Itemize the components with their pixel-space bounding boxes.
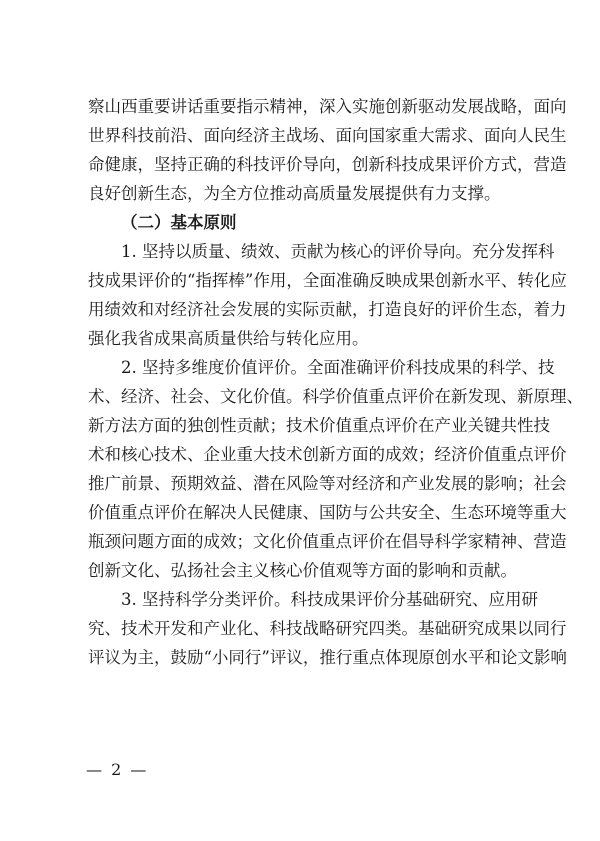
text-line: 价值重点评价在解决人民健康、国防与公共安全、生态环境等重大 — [88, 503, 567, 522]
body-text — [88, 92, 583, 672]
text-line: 察山西重要讲话重要指示精神，深入实施创新驱动发展战略，面向 — [88, 97, 567, 116]
text-line: 3. 坚持科学分类评价。科技成果评价分基础研究、应用研 — [121, 590, 538, 609]
text-line: 推广前景、预期效益、潜在风险等对经济和产业发展的影响；社会 — [88, 474, 567, 493]
page-number: — 2 — — [86, 760, 149, 779]
text-line: 世界科技前沿、面向经济主战场、面向国家重大需求、面向人民生 — [88, 126, 567, 145]
text-line: 1. 坚持以质量、绩效、贡献为核心的评价导向。充分发挥科 — [121, 242, 555, 261]
text-line: 创新文化、弘扬社会主义核心价值观等方面的影响和贡献。 — [88, 561, 517, 580]
text-line: 新方法方面的独创性贡献；技术价值重点评价在产业关键共性技 — [88, 416, 550, 435]
section-heading: （二）基本原则 — [121, 213, 237, 232]
text-line: 用绩效和对经济社会发展的实际贡献，打造良好的评价生态，着力 — [88, 300, 567, 319]
text-line: 术和核心技术、企业重大技术创新方面的成效；经济价值重点评价 — [88, 445, 567, 464]
text-line: 技成果评价的“指挥棒”作用，全面准确反映成果创新水平、转化应 — [88, 271, 567, 290]
text-line: 究、技术开发和产业化、科技战略研究四类。基础研究成果以同行 — [88, 619, 567, 638]
text-line: 术、经济、社会、文化价值。科学价值重点评价在新发现、新原理、 — [88, 387, 583, 406]
text-line: 强化我省成果高质量供给与转化应用。 — [88, 329, 369, 348]
text-line: 命健康，坚持正确的科技评价导向，创新科技成果评价方式，营造 — [88, 155, 567, 174]
text-line: 2. 坚持多维度价值评价。全面准确评价科技成果的科学、技 — [121, 358, 555, 377]
text-line: 瓶颈问题方面的成效；文化价值重点评价在倡导科学家精神、营造 — [88, 532, 567, 551]
text-line: 良好创新生态，为全方位推动高质量发展提供有力支撑。 — [88, 184, 501, 203]
text-line: 评议为主，鼓励“小同行”评议，推行重点体现原创水平和论文影响 — [88, 648, 567, 667]
